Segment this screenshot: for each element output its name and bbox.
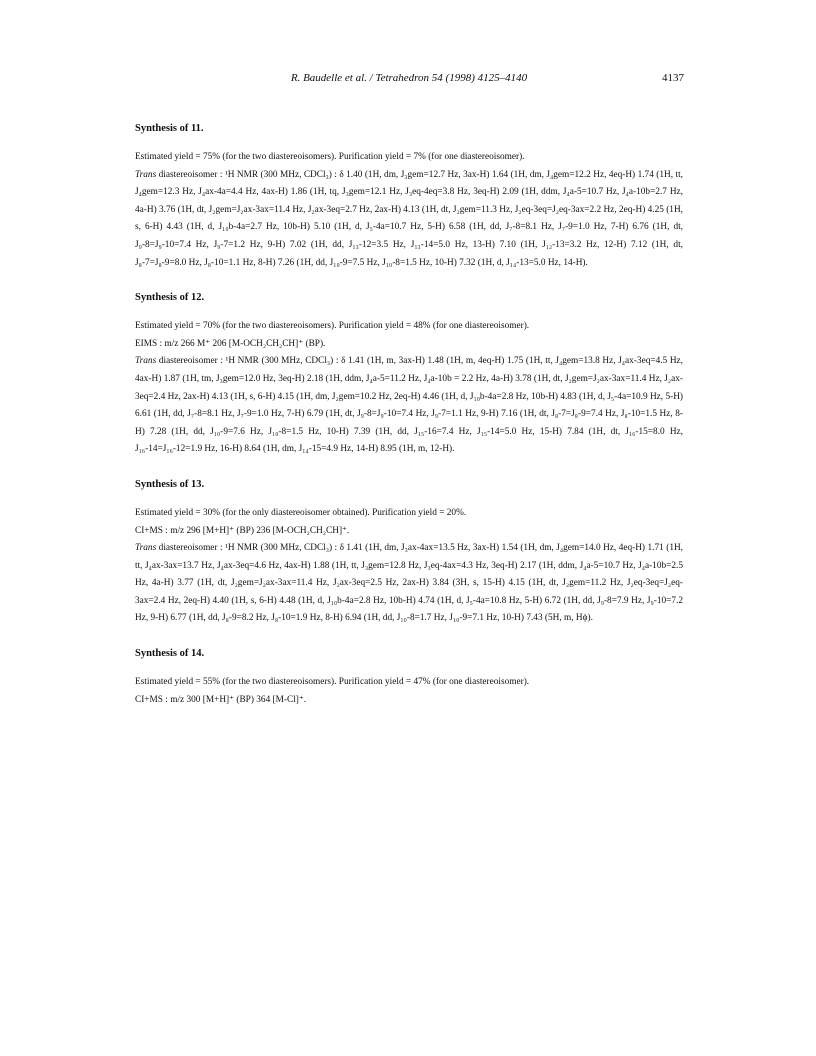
yield-line: Estimated yield = 55% (for the two diastereoisomers). Purification yield = 47% (for one diastereoisomer). [135,677,530,688]
section-synthesis-13 [135,478,683,628]
ms-line: CI+MS : m/z 300 [M+H]⁺ (BP) 364 [M-Cl]⁺. [135,694,307,705]
nmr-paragraph [135,167,683,273]
isomer-label: Trans [135,356,157,367]
nmr-data: diastereoisomer : ¹H NMR (300 MHz, CDCl₃) : δ 1.41 (1H, m, 3ax-H) 1.48 (1H, m, 4eq-H) 1.75 (1H, tt, J₄gem=13.8 Hz, J₄ax-3eq=4.5 Hz, 4ax-H) 1.87 (1H, tm, J₃gem=12.0 Hz, 3eq-H) 2.18 (1H, ddm, J₄a-5=11.2 Hz, J₄a-10b = 2.2 Hz, 4a-H) 3.78 (1H, dt, J₂gem=J₂ax-3ax=11.4 Hz, J₂ax-3eq=2.4 Hz, 2ax-H) 4.13 (1H, s, 6-H) 4.15 (1H, dm, J₂gem=10.2 Hz, 2eq-H) 4.46 (1H, d, J₁₀b-4a=2.8 Hz, 10b-H) 4.83 (1H, d, J₅-4a=10.9 Hz, 5-H) 6.61 (1H, dd, J₇-8=8.1 Hz, J₇-9=1.0 Hz, 7-H) 6.79 (1H, dt, J₉-8=J₉-10=7.4 Hz, J₉-7=1.1 Hz, 9-H) 7.16 (1H, dt, J₈-7=J₈-9=7.4 Hz, J₈-10=1.5 Hz, 8-H) 7.28 (1H, dd, J₁₀-9=7.6 Hz, J₁₀-8=1.5 Hz, 10-H) 7.39 (1H, dd, J₁₅-16=7.4 Hz, J₁₅-14=5.0 Hz, 15-H) 7.84 (1H, dt, J₁₆-15=8.0 Hz, J₁₆-14=J₁₆-12=1.9 Hz, 16-H) 8.64 (1H, dm, J₁₄-15=4.9 Hz, 14-H) 8.95 (1H, m, 12-H). [135,356,684,455]
ms-line: EIMS : m/z 266 M⁺ 206 [M-OCH₂CH₂CH]⁺ (BP). [135,338,326,349]
running-head: R. Baudelle et al. / Tetrahedron 54 (1998) 4125–4140 [290,72,528,84]
section-heading: Synthesis of 14. [135,648,205,660]
nmr-paragraph [135,353,683,459]
page-body [135,122,683,728]
nmr-data: diastereoisomer : ¹H NMR (300 MHz, CDCl₃) : δ 1.40 (1H, dm, J₃gem=12.7 Hz, 3ax-H) 1.64 (1H, dm, J₄gem=12.2 Hz, 4eq-H) 1.74 (1H, tt, J₄gem=12.3 Hz, J₄ax-4a=4.4 Hz, 4ax-H) 1.86 (1H, tq, J₃gem=12.1 Hz, J₃eq-4eq=3.8 Hz, 3eq-H) 2.09 (1H, ddm, J₄a-5=10.7 Hz, J₄a-10b=2.7 Hz, 4a-H) 3.76 (1H, dt, J₂gem=J₂ax-3ax=11.4 Hz, J₂ax-3eq=2.7 Hz, 2ax-H) 4.13 (1H, dt, J₂gem=11.3 Hz, J₂eq-3eq=J₂eq-3ax=2.2 Hz, 2eq-H) 4.25 (1H, s, 6-H) 4.43 (1H, d, J₁₀b-4a=2.7 Hz, 10b-H) 5.10 (1H, d, J₅-4a=10.7 Hz, 5-H) 6.58 (1H, dd, J₇-8=8.1 Hz, J₇-9=1.0 Hz, 7-H) 6.76 (1H, dt, J₉-8=J₉-10=7.4 Hz, J₉-7=1.2 Hz, 9-H) 7.02 (1H, dd, J₁₃-12=3.5 Hz, J₁₃-14=5.0 Hz, 13-H) 7.10 (1H, J₁₂-13=3.2 Hz, 12-H) 7.12 (1H, dt, J₈-7=J₈-9=8.0 Hz, J₈-10=1.1 Hz, 8-H) 7.26 (1H, dd, J₁₀-9=7.5 Hz, J₁₀-8=1.5 Hz, 10-H) 7.32 (1H, d, J₁₄-13=5.0 Hz, 14-H). [135,169,683,268]
section-heading: Synthesis of 13. [135,478,205,490]
yield-line: Estimated yield = 75% (for the two diastereoisomers). Purification yield = 7% (for one diastereoisomer). [135,152,525,162]
yield-line: Estimated yield = 30% (for the only diastereoisomer obtained). Purification yield = 20%. [135,507,467,518]
nmr-data: diastereoisomer : ¹H NMR (300 MHz, CDCl₃) : δ 1.41 (1H, dm, J₃ax-4ax=13.5 Hz, 3ax-H) 1.54 (1H, dm, J₄gem=14.0 Hz, 4eq-H) 1.71 (1H, tt, J₄ax-3ax=13.7 Hz, J₄ax-3eq=4.6 Hz, 4ax-H) 1.88 (1H, tt, J₃gem=12.8 Hz, J₃eq-4ax=4.3 Hz, 3eq-H) 2.17 (1H, ddm, J₄a-5=10.7 Hz, J₄a-10b=2.5 Hz, 4a-H) 3.77 (1H, dt, J₂gem=J₂ax-3ax=11.4 Hz, J₂ax-3eq=2.5 Hz, 2ax-H) 3.84 (3H, s, 15-H) 4.15 (1H, dt, J₂gem=11.2 Hz, J₂eq-3eq=J₂eq-3ax=2.4 Hz, 2eq-H) 4.40 (1H, s, 6-H) 4.48 (1H, d, J₁₀b-4a=2.8 Hz, 10b-H) 4.74 (1H, d, J₅-4a=10.8 Hz, 5-H) 6.72 (1H, dd, J₉-8=7.9 Hz, J₉-10=7.2 Hz, 9-H) 6.77 (1H, dd, J₈-9=8.2 Hz, J₈-10=1.9 Hz, 8-H) 6.94 (1H, dd, J₁₀-8=1.7 Hz, J₁₀-9=7.1 Hz, 10-H) 7.43 (5H, m, Hϕ). [135,543,684,624]
ms-line: CI+MS : m/z 296 [M+H]⁺ (BP) 236 [M-OCH₂CH₂CH]⁺. [135,525,350,536]
nmr-paragraph [135,540,683,628]
section-heading: Synthesis of 12. [135,292,205,304]
section-synthesis-12 [135,291,683,459]
page-number: 4137 [662,72,684,84]
isomer-label: Trans [135,543,157,554]
isomer-label: Trans [135,169,157,180]
yield-line: Estimated yield = 70% (for the two diastereoisomers). Purification yield = 48% (for one diastereoisomer). [135,321,530,332]
section-heading: Synthesis of 11. [135,123,204,134]
section-synthesis-11 [135,122,683,272]
section-synthesis-14 [135,647,683,709]
